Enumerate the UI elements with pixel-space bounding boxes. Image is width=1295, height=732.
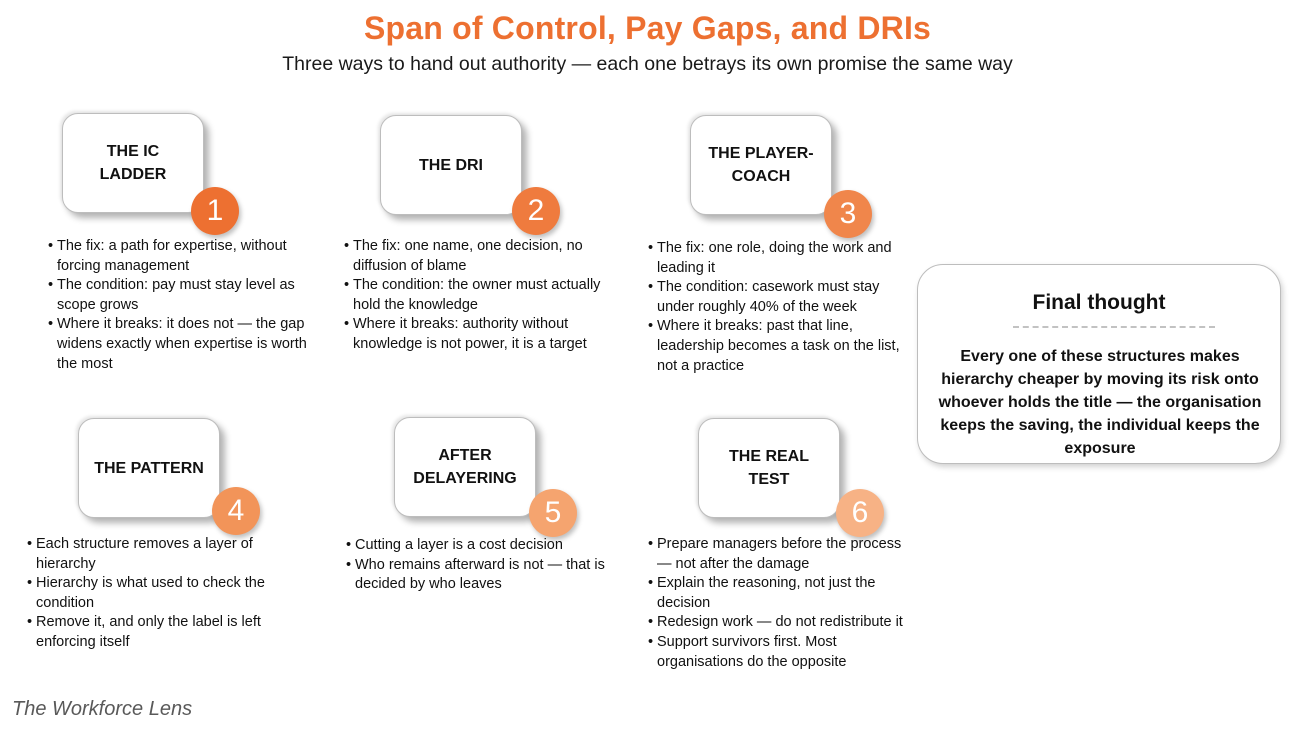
bullet-item: • The fix: one role, doing the work and leading it [648, 239, 900, 278]
page-subtitle: Three ways to hand out authority — each one betrays its own promise the same way [282, 53, 1013, 75]
bullet-item: • The condition: the owner must actually hold the knowledge [344, 276, 616, 315]
card-player-coach [690, 115, 832, 215]
real-test-bullets [648, 535, 906, 672]
badge-2: 2 [512, 187, 560, 235]
final-thought-panel [917, 264, 1281, 464]
badge-6: 6 [836, 489, 884, 537]
bullet-item: • Support survivors first. Most organisations do the opposite [648, 633, 906, 672]
player-coach-bullets [648, 239, 900, 376]
card-ic-ladder-label: THE IC LADDER [99, 143, 167, 183]
bullet-item: • Redesign work — do not redistribute it [648, 613, 906, 633]
bullet-item: • Each structure removes a layer of hierarchy [27, 535, 293, 574]
ic-ladder-bullets [48, 237, 316, 374]
card-after-delayering [394, 417, 536, 517]
bullet-item: • Cutting a layer is a cost decision [346, 536, 614, 556]
bullet-item: • The fix: a path for expertise, without forcing management [48, 237, 316, 276]
badge-4: 4 [212, 487, 260, 535]
card-pattern-label: THE PATTERN [94, 459, 204, 477]
bullet-item: • Prepare managers before the process — not after the damage [648, 535, 906, 574]
bullet-item: • The condition: casework must stay under roughly 40% of the week [648, 278, 900, 317]
badge-1: 1 [191, 187, 239, 235]
card-player-coach-label: THE PLAYER- COACH [708, 145, 814, 185]
pattern-bullets [27, 535, 293, 653]
final-thought-divider [1013, 326, 1215, 328]
bullet-item: • Explain the reasoning, not just the decision [648, 574, 906, 613]
badge-5: 5 [529, 489, 577, 537]
card-ic-ladder [62, 113, 204, 213]
card-pattern [78, 418, 220, 518]
bullet-item: • Where it breaks: authority without knowledge is not power, it is a target [344, 315, 616, 354]
footer-brand: The Workforce Lens [12, 698, 193, 720]
final-thought-title: Final thought [1032, 291, 1166, 314]
after-delayering-bullets [346, 536, 614, 595]
bullet-item: • The condition: pay must stay level as scope grows [48, 276, 316, 315]
card-after-delayering-label: AFTER DELAYERING [413, 447, 517, 487]
dri-bullets [344, 237, 616, 355]
card-real-test [698, 418, 840, 518]
final-thought-body: Every one of these structures makes hierarchy cheaper by moving its risk onto whoever holds the title — the organisation keeps the saving, the individual keeps the exposure [938, 348, 1262, 457]
bullet-item: • Where it breaks: it does not — the gap widens exactly when expertise is worth the most [48, 315, 316, 374]
bullet-item: • Remove it, and only the label is left enforcing itself [27, 613, 293, 652]
bullet-item: • Who remains afterward is not — that is decided by who leaves [346, 556, 614, 595]
card-dri-label: THE DRI [419, 156, 483, 174]
page-title: Span of Control, Pay Gaps, and DRIs [363, 10, 932, 46]
card-real-test-label: THE REAL TEST [729, 448, 809, 488]
badge-3: 3 [824, 190, 872, 238]
bullet-item: • Where it breaks: past that line, leadership becomes a task on the list, not a practice [648, 317, 900, 376]
bullet-item: • The fix: one name, one decision, no diffusion of blame [344, 237, 616, 276]
bullet-item: • Hierarchy is what used to check the condition [27, 574, 293, 613]
card-dri [380, 115, 522, 215]
